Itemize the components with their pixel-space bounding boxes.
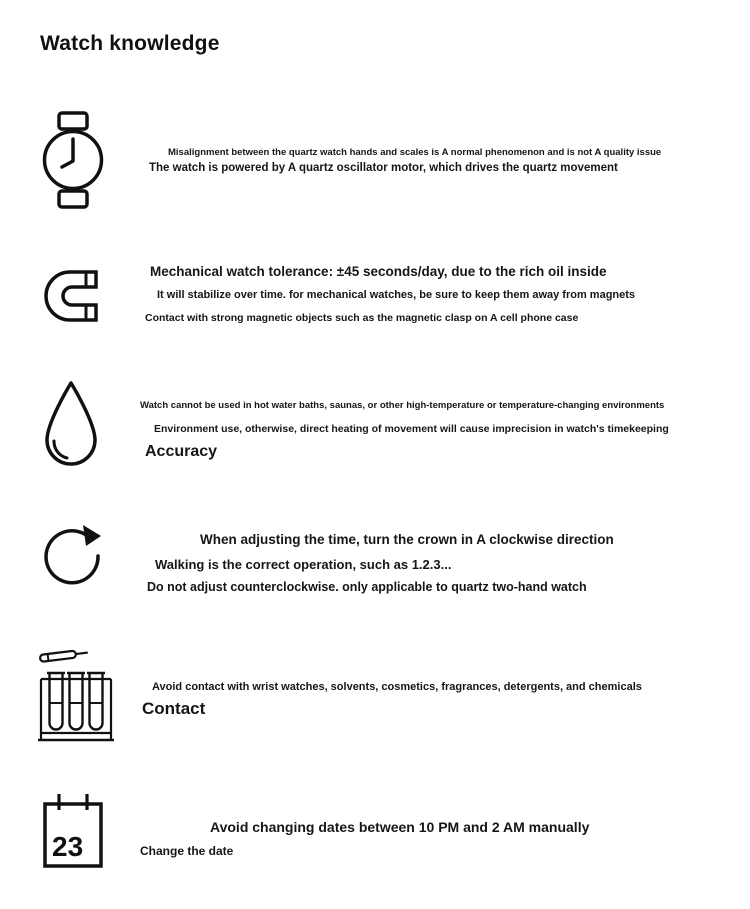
page-title: Watch knowledge <box>40 32 220 55</box>
magnet-contact-line: Contact with strong magnetic objects such as the magnetic clasp on A cell phone case <box>145 312 579 324</box>
water-drop-icon <box>40 378 102 474</box>
accuracy-heading: Accuracy <box>145 443 218 460</box>
hot-water-line: Watch cannot be used in hot water baths, saunas, or other high-temperature or temperature-changing environments <box>140 400 665 411</box>
avoid-chemicals-line: Avoid contact with wrist watches, solvents, cosmetics, fragrances, detergents, and chemicals <box>152 681 642 693</box>
test-tubes-icon <box>38 645 114 745</box>
avoid-date-change-line: Avoid changing dates between 10 PM and 2 AM manually <box>210 819 590 835</box>
clockwise-arrow-icon <box>42 520 108 598</box>
change-date-heading: Change the date <box>140 844 234 858</box>
tolerance-line: Mechanical watch tolerance: ±45 seconds/day, due to the rich oil inside <box>150 264 607 279</box>
quartz-main-line: The watch is powered by A quartz oscillator motor, which drives the quartz movement <box>149 162 618 174</box>
magnet-icon <box>42 264 102 324</box>
clockwise-line: When adjusting the time, turn the crown in A clockwise direction <box>200 532 614 547</box>
stabilize-line: It will stabilize over time. for mechanical watches, be sure to keep them away from magnets <box>157 289 636 301</box>
calendar-day-number: 23 <box>52 831 84 862</box>
environment-line: Environment use, otherwise, direct heating of movement will cause imprecision in watch's timekeeping <box>154 423 669 435</box>
quartz-note-line: Misalignment between the quartz watch hands and scales is A normal phenomenon and is not A quality issue <box>168 147 662 158</box>
counterclockwise-line: Do not adjust counterclockwise. only applicable to quartz two-hand watch <box>147 580 587 594</box>
watch-icon <box>42 110 104 210</box>
calendar-icon <box>40 790 108 872</box>
walking-line: Walking is the correct operation, such as 1.2.3... <box>155 557 452 572</box>
contact-heading: Contact <box>142 699 206 718</box>
